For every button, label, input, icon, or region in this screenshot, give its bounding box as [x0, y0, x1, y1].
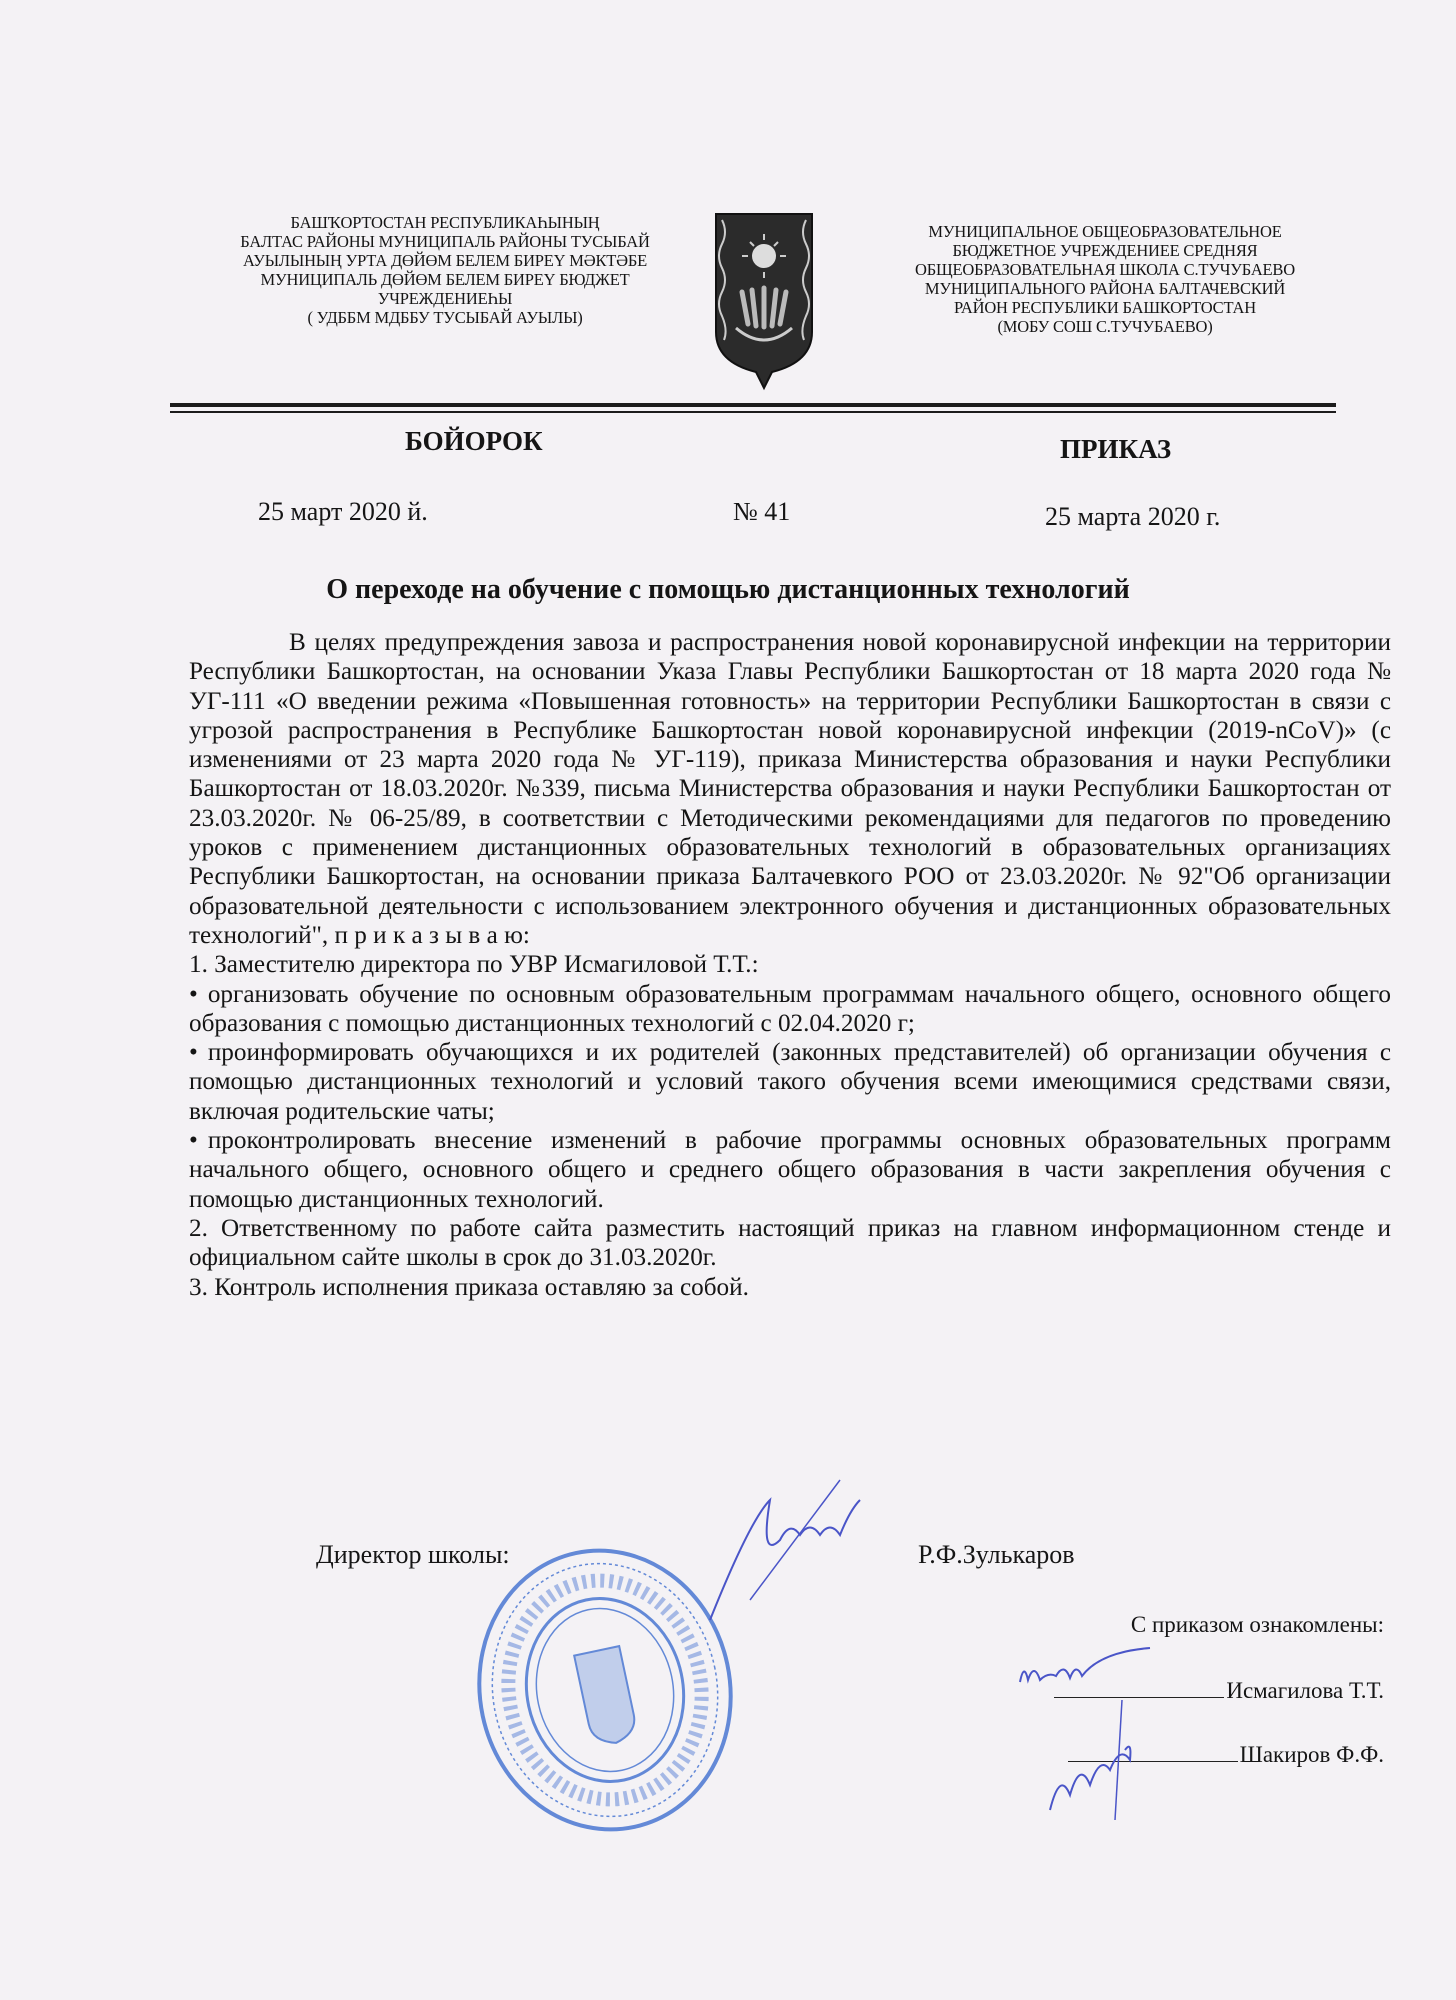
- header-line: УЧРЕЖДЕНИЕҺЫ: [377, 289, 513, 308]
- header-line: ОБЩЕОБРАЗОВАТЕЛЬНАЯ ШКОЛА С.ТУЧУБАЕВО: [915, 260, 1295, 279]
- header-line: БАЛТАС РАЙОНЫ МУНИЦИПАЛЬ РАЙОНЫ ТУСЫБАЙ: [240, 232, 650, 251]
- item-1: 1. Заместителю директора по УВР Исмагиловой Т.Т.:: [189, 951, 759, 979]
- acknowledgement-label: С приказом ознакомлены:: [1130, 1612, 1384, 1637]
- header-line: БАШҠОРТОСТАН РЕСПУБЛИКАҺЫНЫҢ: [290, 213, 600, 232]
- header-line: (МОБУ СОШ С.ТУЧУБАЕВО): [997, 317, 1213, 336]
- acknowledged-name: Шакиров Ф.Ф.: [1239, 1742, 1384, 1767]
- order-date-bashkir: 25 март 2020 й.: [258, 497, 428, 526]
- director-label: Директор школы:: [316, 1540, 510, 1569]
- header-line: РАЙОН РЕСПУБЛИКИ БАШКОРТОСТАН: [954, 298, 1256, 317]
- preamble: В целях предупреждения завоза и распространения новой коронавирусной инфекции на территории Республики Башкортостан, на основании Указа Главы Республики Башкортостан от 18 марта 2020 года № УГ-111 «О введении режима «Повышенная готовность» на территории Республики Башкортостан в связи с угрозой распространения в Республике Башкортостан новой коронавирусной инфекции (2019-nCoV)» (с изменениями от 23 марта 2020 года № УГ-119), приказа Министерства образования и науки Республики Башкортостан от 18.03.2020г. №339, письма Министерства образования и науки Республики Башкортостан от 23.03.2020г. № 06-25/89, в соответствии с Методическими рекомендациями для педагогов по проведению уроков с применением дистанционных образовательных технологий в образовательных организациях Республики Башкортостан, на основании приказа Балтачевкого РОО от 23.03.2020г. № 92"Об организации образовательной деятельности с использованием электронного обучения и дистанционных образовательных технологий", п р и к а з ы в а ю:: [189, 629, 1391, 949]
- header-line: БЮДЖЕТНОЕ УЧРЕЖДЕНИЕЕ СРЕДНЯЯ: [952, 241, 1258, 260]
- bullet-item: • проконтролировать внесение изменений в рабочие программы основных образовательных программ начального общего, основного общего и среднего общего образования в части закрепления обучения с помощью дистанционных технологий.: [189, 1126, 1391, 1214]
- order-title-bashkir: БОЙОРОК: [405, 426, 543, 456]
- director-name: Р.Ф.Зулькаров: [918, 1540, 1075, 1569]
- item-2: 2. Ответственному по работе сайта разместить настоящий приказ на главном информационном стенде и официальном сайте школы в срок до 31.03.2020г.: [189, 1214, 1391, 1272]
- header-line: ( УДББМ МДББУ ТУСЫБАЙ АУЫЛЫ): [307, 308, 583, 327]
- order-number: № 41: [733, 497, 791, 526]
- header-russian: [860, 222, 1350, 336]
- item-3: 3. Контроль исполнения приказа оставляю за собой.: [189, 1273, 749, 1301]
- header-line: МУНИЦИПАЛЬНОЕ ОБЩЕОБРАЗОВАТЕЛЬНОЕ: [928, 222, 1282, 241]
- acknowledged-name: Исмагилова Т.Т.: [1226, 1678, 1384, 1703]
- order-body: [189, 628, 1391, 1302]
- coat-of-arms-emblem: [712, 212, 816, 390]
- header-line: МУНИЦИПАЛЬ ДӨЙӨМ БЕЛЕМ БИРЕҮ БЮДЖЕТ: [260, 270, 630, 289]
- signature-shakirov: [1040, 1700, 1160, 1825]
- header-bashkir: [200, 213, 690, 327]
- director-signature: [690, 1480, 870, 1635]
- header-line: АУЫЛЫНЫҢ УРТА ДӨЙӨМ БЕЛЕМ БИРЕҮ МӘКТӘБЕ: [242, 251, 648, 270]
- header-line: МУНИЦИПАЛЬНОГО РАЙОНА БАЛТАЧЕВСКИЙ: [924, 279, 1286, 298]
- order-date-russian: 25 марта 2020 г.: [1045, 502, 1221, 531]
- order-title-russian: ПРИКАЗ: [1060, 434, 1172, 464]
- header-divider: [170, 403, 1336, 413]
- signature-ismagilova: [1010, 1642, 1160, 1707]
- bullet-item: • организовать обучение по основным образовательным программам начального общего, основного общего образования с помощью дистанционных технологий с 02.04.2020 г;: [189, 980, 1391, 1039]
- order-subject: О переходе на обучение с помощью дистанционных технологий: [326, 574, 1130, 605]
- bullet-item: • проинформировать обучающихся и их родителей (законных представителей) об организации обучения с помощью дистанционных технологий и условий такого обучения всеми имеющимися средствами связи, включая родительские чаты;: [189, 1038, 1391, 1126]
